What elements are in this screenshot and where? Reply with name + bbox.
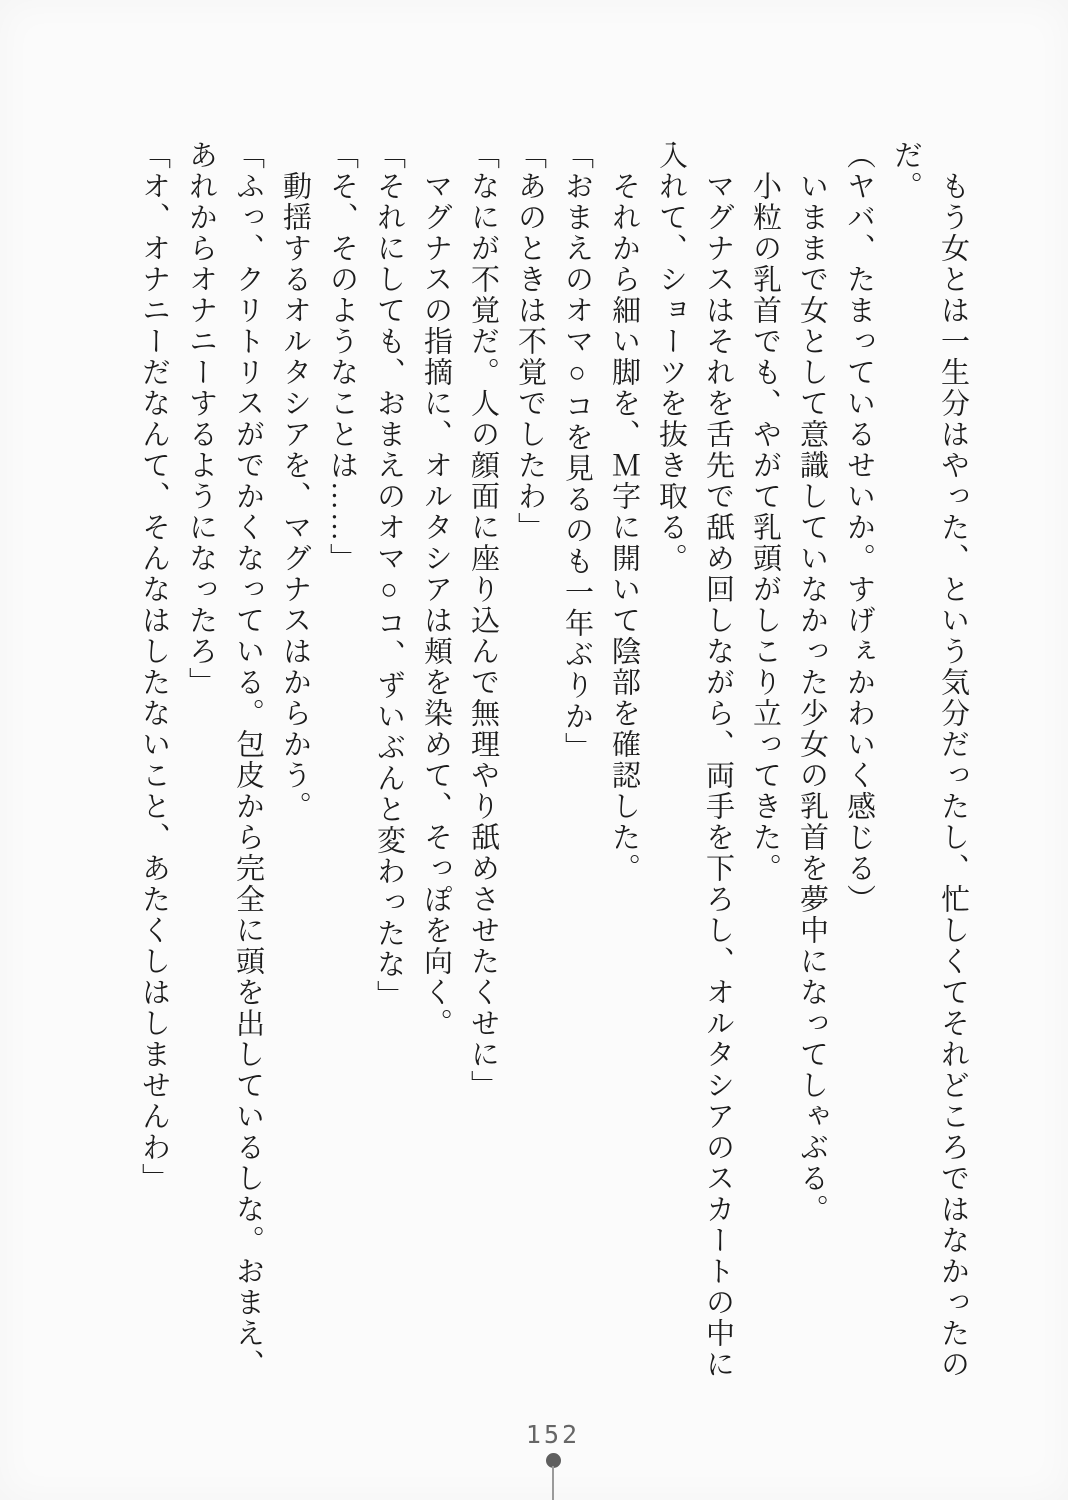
paragraph: マグナスの指摘に、オルタシアは頬を染めて、そっぽを向く。 bbox=[420, 140, 452, 1039]
paragraph: 「オ、オナニーだなんて、そんなはしたないこと、あたくしはしませんわ」 bbox=[138, 140, 170, 1194]
paragraph: いままで女として意識していなかった少女の乳首を夢中になってしゃぶる。 bbox=[796, 140, 828, 1225]
paragraph: （ヤバ、たまっているせいか。すげぇかわいく感じる） bbox=[843, 140, 875, 915]
text-block bbox=[130, 140, 976, 1381]
paragraph: 「なにが不覚だ。人の顔面に座り込んで無理やり舐めさせたくせに」 bbox=[467, 140, 499, 1101]
paragraph: 「あのときは不覚でしたわ」 bbox=[514, 140, 546, 543]
paragraph: 動揺するオルタシアを、マグナスはからかう。 bbox=[279, 140, 311, 822]
paragraph: 「それにしても、おまえのオマ○コ、ずいぶんと変わったな」 bbox=[373, 140, 405, 1011]
paragraph: それから細い脚を、Ｍ字に開いて陰部を確認した。 bbox=[608, 140, 640, 884]
page-number: 152 bbox=[525, 1420, 581, 1449]
paragraph: マグナスはそれを舌先で舐め回しながら、両手を下ろし、オルタシアのスカートの中に入れて、ショーツを抜き取る。 bbox=[655, 140, 734, 1380]
paragraph: もう女とは一生分はやった、という気分だったし、忙しくてそれどころではなかったのだ。 bbox=[890, 140, 969, 1380]
footer-line-marker bbox=[552, 1466, 554, 1500]
paragraph: 「そ、そのようなことは……」 bbox=[326, 140, 358, 574]
paragraph: 小粒の乳首でも、やがて乳頭がしこり立ってきた。 bbox=[749, 140, 781, 884]
paragraph: 「ふっ、クリトリスがでかくなっている。包皮から完全に頭を出しているしな。おまえ、あれからオナニーするようになったろ」 bbox=[185, 140, 264, 1380]
paragraph: 「おまえのオマ○コを見るのも一年ぶりか」 bbox=[561, 140, 593, 763]
